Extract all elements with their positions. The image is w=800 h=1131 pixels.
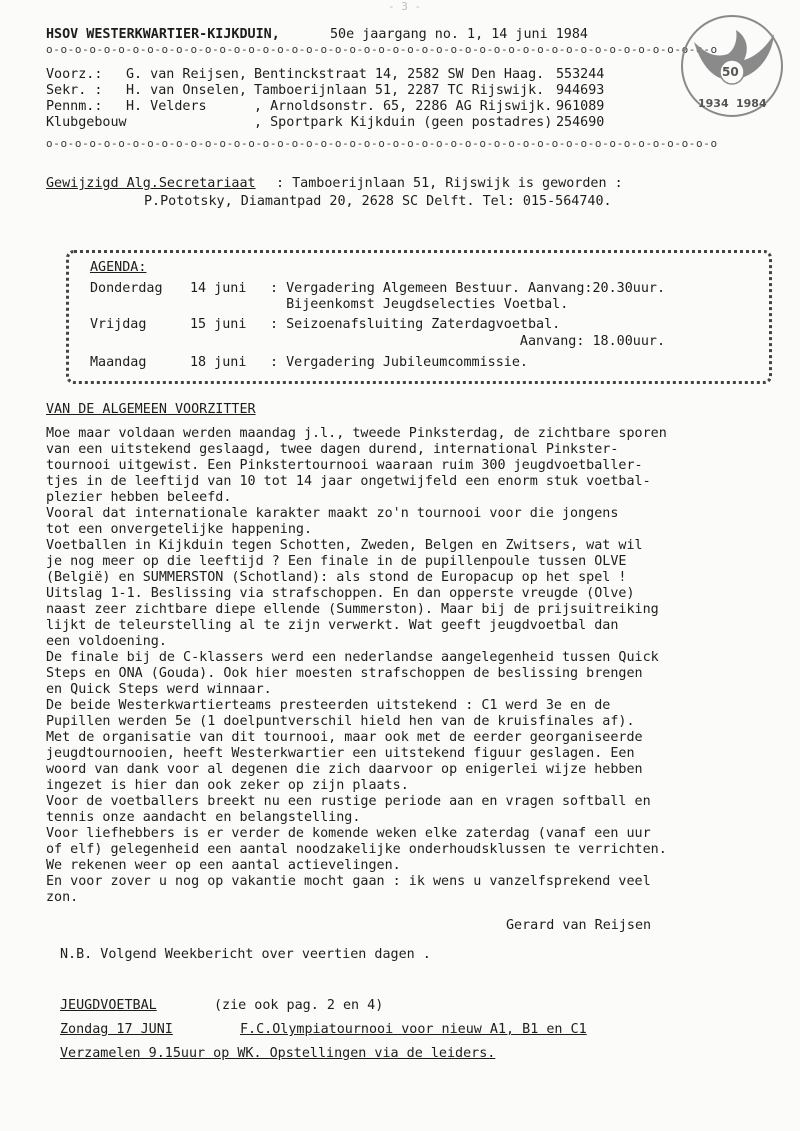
header-dot-rule: o-o-o-o-o-o-o-o-o-o-o-o-o-o-o-o-o-o-o-o-o-o-o-o-o-o-o-o-o-o-o-o-o-o-o-o-o-o-o-o-o-o-o-o-o-o-o: [46, 43, 718, 56]
article-line: plezier hebben beleefd.: [46, 490, 232, 505]
agenda-date: 14 juni: [190, 281, 247, 296]
officer-name: H. van Onselen,: [126, 83, 247, 98]
agenda-day: Maandag: [90, 355, 147, 370]
article-line: (België) en SUMMERSTON (Schotland): als stond de Europacup op het spel !: [46, 570, 627, 585]
article-line: tennis onze aandacht en belangstelling.: [46, 810, 361, 825]
agenda-text: : Vergadering Algemeen Bestuur. Aanvang:20.30uur.: [270, 281, 666, 296]
article-line: jeugdtournooien, heeft Westerkwartier een uitstekend figuur geslagen. Een: [46, 746, 635, 761]
article-line: je nog meer op die leeftijd ? Een finale in de pupillenpoule tussen OLVE: [46, 554, 627, 569]
officer-role: Voorz.:: [46, 67, 103, 82]
agenda-day: Vrijdag: [90, 317, 147, 332]
youth-heading: JEUGDVOETBAL: [60, 998, 157, 1013]
article-line: woord van dank voor al degenen die zich daarvoor op enigerlei wijze hebben: [46, 762, 643, 777]
officer-address: Bentinckstraat 14, 2582 SW Den Haag.: [254, 67, 545, 82]
page-marker: - 3 -: [388, 0, 422, 13]
chairman-heading: VAN DE ALGEMEEN VOORZITTER: [46, 402, 256, 417]
agenda-text: : Seizoenafsluiting Zaterdagvoetbal.: [270, 317, 561, 332]
article-line: en Quick Steps werd winnaar.: [46, 682, 272, 697]
club-name: HSOV WESTERKWARTIER-KIJKDUIN,: [46, 27, 280, 42]
agenda-date: 15 juni: [190, 317, 247, 332]
officer-name: G. van Reijsen,: [126, 67, 247, 82]
youth-heading-note: (zie ook pag. 2 en 4): [214, 998, 384, 1013]
officer-phone: 553244: [556, 67, 605, 82]
article-line: Met de organisatie van dit tournooi, maar ook met de eerder georganiseerde: [46, 730, 643, 745]
logo-year-end: 1984: [736, 97, 767, 110]
article-line: lijkt de teleurstelling al te zijn verwerkt. Wat geeft jeugdvoetbal dan: [46, 618, 619, 633]
article-line: De beide Westerkwartierteams presteerden uitstekend : C1 werd 3e en de: [46, 698, 611, 713]
article-line: De finale bij de C-klassers werd een nederlandse aangelegenheid tussen Quick: [46, 650, 659, 665]
agenda-date: 18 juni: [190, 355, 247, 370]
article-line: Voor de voetballers breekt nu een rustige periode aan en vragen softball en: [46, 794, 651, 809]
secretariat-line1: : Tamboerijnlaan 51, Rijswijk is geworden :: [276, 176, 623, 191]
article-line: tjes in de leeftijd van 10 tot 14 jaar ongetwijfeld een enorm stuk voetbal-: [46, 474, 651, 489]
secretariat-line2: P.Pototsky, Diamantpad 20, 2628 SC Delft. Tel: 015-564740.: [144, 194, 612, 209]
officer-address: , Arnoldsonstr. 65, 2286 AG Rijswijk.: [254, 99, 553, 114]
agenda-text: : Vergadering Jubileumcommissie.: [270, 355, 528, 370]
agenda-text: Bijeenkomst Jeugdselecties Voetbal.: [270, 297, 569, 312]
article-line: van een uitstekend geslaagd, twee dagen durend, international Pinkster-: [46, 442, 619, 457]
officer-role: Klubgebouw: [46, 115, 127, 130]
agenda-day: Donderdag: [90, 281, 163, 296]
article-line: Moe maar voldaan werden maandag j.l., tweede Pinksterdag, de zichtbare sporen: [46, 426, 667, 441]
officer-phone: 961089: [556, 99, 605, 114]
youth-event: F.C.Olympiatournooi voor nieuw A1, B1 en C1: [240, 1022, 587, 1037]
article-line: zon.: [46, 890, 79, 905]
officer-phone: 944693: [556, 83, 605, 98]
signature: Gerard van Reijsen: [506, 918, 652, 933]
article-line: En voor zover u nog op vakantie mocht gaan : ik wens u vanzelfsprekend veel: [46, 874, 651, 889]
club-logo: [676, 14, 788, 122]
article-line: tournooi uitgewist. Een Pinkstertournooi waaraan ruim 300 jeugdvoetballer-: [46, 458, 643, 473]
secretariat-label: Gewijzigd Alg.Secretariaat: [46, 176, 256, 191]
officer-role: Sekr. :: [46, 83, 103, 98]
article-line: Voetballen in Kijkduin tegen Schotten, Zweden, Belgen en Zwitsers, wat wil: [46, 538, 643, 553]
article-line: Vooral dat internationale karakter maakt zo'n tournooi voor die jongens: [46, 506, 619, 521]
article-line: een voldoening.: [46, 634, 167, 649]
youth-assembly: Verzamelen 9.15uur op WK. Opstellingen via de leiders.: [60, 1046, 496, 1061]
officer-address: , Sportpark Kijkduin (geen postadres): [254, 115, 553, 130]
article-line: tot een onvergetelijke happening.: [46, 522, 313, 537]
logo-number: 50: [722, 65, 739, 79]
officer-address: Tamboerijnlaan 51, 2287 TC Rijswijk.: [254, 83, 545, 98]
article-line: Pupillen werden 5e (1 doelpuntverschil hield hen van de kruisfinales af).: [46, 714, 635, 729]
officer-phone: 254690: [556, 115, 605, 130]
article-line: We rekenen weer op een aantal actievelingen.: [46, 858, 401, 873]
agenda-text: Aanvang: 18.00uur.: [270, 334, 666, 349]
officers-dot-rule: o-o-o-o-o-o-o-o-o-o-o-o-o-o-o-o-o-o-o-o-o-o-o-o-o-o-o-o-o-o-o-o-o-o-o-o-o-o-o-o-o-o-o-o-o-o-o: [46, 137, 718, 150]
article-line: ingezet is hier dan ook zeker op zijn plaats.: [46, 778, 409, 793]
logo-year-start: 1934: [698, 97, 729, 110]
officer-role: Pennm.:: [46, 99, 103, 114]
article-line: of elf) gelegenheid een aantal noodzakelijke onderhoudsklussen te verrichten.: [46, 842, 667, 857]
article-line: Uitslag 1-1. Beslissing via strafschoppen. En dan opperste vreugde (Olve): [46, 586, 635, 601]
nb-note: N.B. Volgend Weekbericht over veertien dagen .: [60, 947, 431, 962]
article-line: naast zeer zichtbare diepe ellende (Summerston). Maar bij de prijsuitreiking: [46, 602, 659, 617]
article-line: Steps en ONA (Gouda). Ook hier moesten strafschoppen de beslissing brengen: [46, 666, 643, 681]
youth-date: Zondag 17 JUNI: [60, 1022, 173, 1037]
agenda-title: AGENDA:: [90, 260, 147, 275]
officer-name: H. Velders: [126, 99, 207, 114]
issue-line: 50e jaargang no. 1, 14 juni 1984: [330, 27, 588, 42]
article-line: Voor liefhebbers is er verder de komende weken elke zaterdag (vanaf een uur: [46, 826, 651, 841]
